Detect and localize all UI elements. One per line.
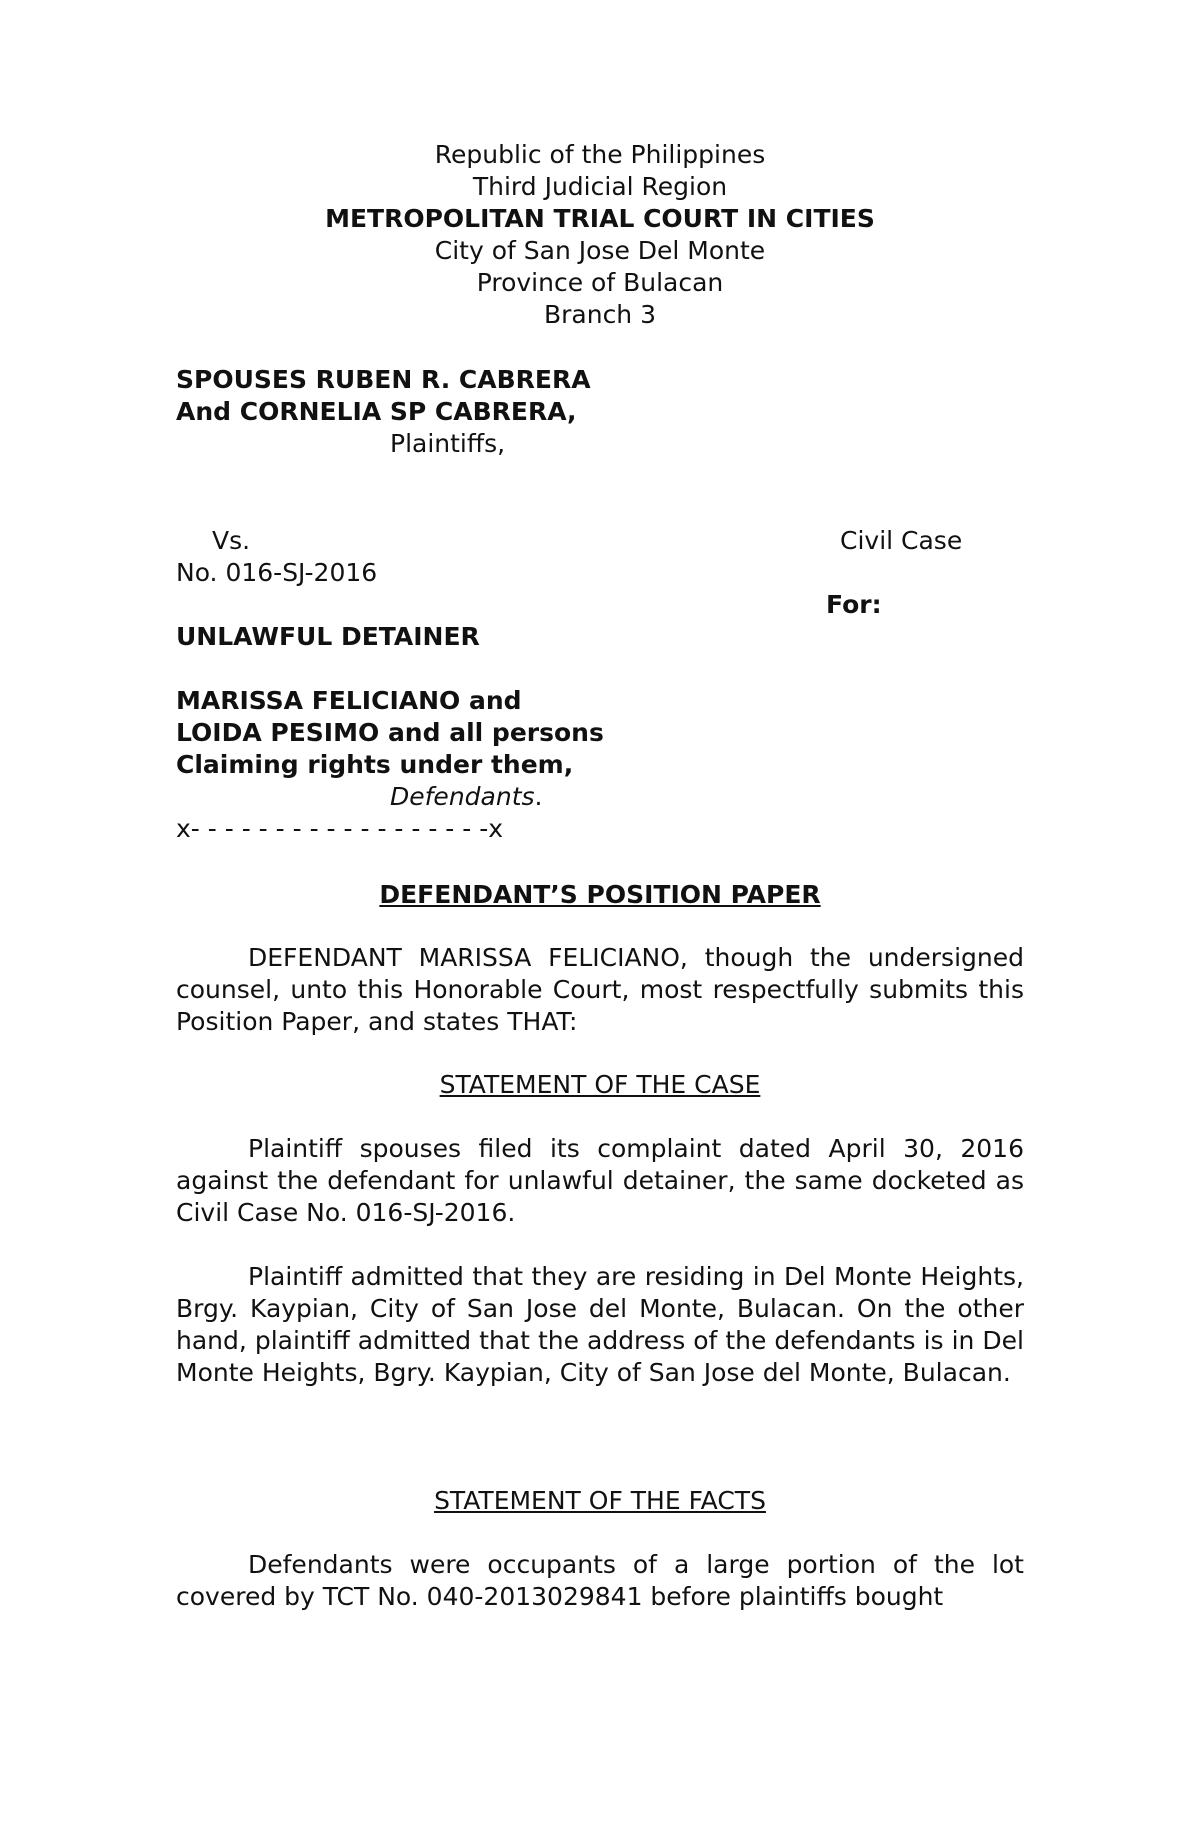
case-number: No. 016-SJ-2016	[176, 558, 378, 587]
facts-paragraph-1-text: Defendants were occupants of a large portion of the lot covered by TCT No. 040-2013029841 before plaintiffs bought	[176, 1550, 1024, 1611]
caption-separator: x- - - - - - - - - - - - - - - - - -x	[176, 814, 504, 843]
case-paragraph-2-text: Plaintiff admitted that they are residing in Del Monte Heights, Brgy. Kaypian, City of San Jose del Monte, Bulacan. On the other hand, plaintiff admitted that the address of the defendants is in Del Monte Heights, Bgry. Kaypian, City of San Jose del Monte, Bulacan.	[176, 1262, 1024, 1387]
defendants-label: Defendants	[390, 782, 535, 811]
header-province: Province of Bulacan	[476, 268, 724, 297]
defendant-name-line3: Claiming rights under them,	[176, 750, 574, 779]
facts-paragraph-1	[176, 1549, 1024, 1613]
intro-paragraph	[176, 942, 1024, 1038]
for-label: For:	[826, 590, 882, 619]
case-paragraph-1-text: Plaintiff spouses filed its complaint dated April 30, 2016 against the defendant for unlawful detainer, the same docketed as Civil Case No. 016-SJ-2016.	[176, 1134, 1024, 1227]
civil-case-label: Civil Case	[840, 526, 963, 555]
intro-text: DEFENDANT MARISSA FELICIANO, though the undersigned counsel, unto this Honorable Court, most respectfully submits this Position Paper, and states THAT:	[176, 943, 1024, 1036]
case-paragraph-1	[176, 1133, 1024, 1229]
versus-label: Vs.	[212, 526, 251, 555]
header-branch: Branch 3	[543, 300, 657, 329]
defendants-label-period: .	[534, 782, 543, 811]
plaintiff-name-line2: And CORNELIA SP CABRERA,	[176, 397, 577, 426]
header-region: Third Judicial Region	[472, 172, 728, 201]
statement-of-facts-heading: STATEMENT OF THE FACTS	[434, 1486, 766, 1515]
document-title: DEFENDANT’S POSITION PAPER	[379, 880, 821, 909]
case-nature: UNLAWFUL DETAINER	[176, 622, 480, 651]
statement-of-case-heading: STATEMENT OF THE CASE	[439, 1070, 761, 1099]
header-republic: Republic of the Philippines	[434, 140, 766, 169]
defendant-name-line1: MARISSA FELICIANO and	[176, 686, 522, 715]
defendant-name-line2: LOIDA PESIMO and all persons	[176, 718, 604, 747]
plaintiff-name-line1: SPOUSES RUBEN R. CABRERA	[176, 365, 591, 394]
header-city: City of San Jose Del Monte	[434, 236, 766, 265]
defendants-label-line	[390, 782, 542, 812]
plaintiffs-label: Plaintiffs,	[390, 429, 506, 458]
case-paragraph-2	[176, 1261, 1024, 1389]
header-court: METROPOLITAN TRIAL COURT IN CITIES	[325, 204, 875, 233]
